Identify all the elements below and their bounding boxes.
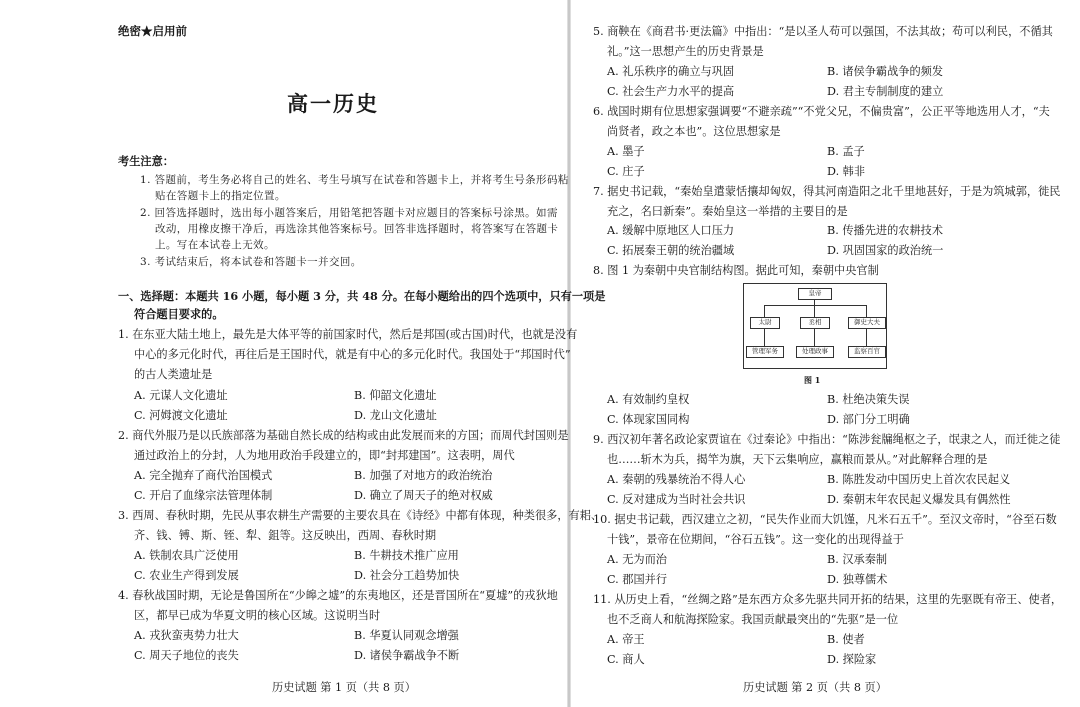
q11-option-b: B. 使者 (827, 633, 865, 646)
notice-line: 贴在答题卡上的指定位置。 (155, 190, 286, 202)
chart-connector (866, 328, 867, 346)
q6-option-b: B. 孟子 (827, 145, 865, 158)
q3-option-a: A. 铁制农具广泛使用 (134, 549, 239, 562)
exam-title: 高一历史 (287, 91, 379, 116)
question-9-text: 也……斩木为兵，揭竿为旗，天下云集响应，赢粮而景从。”对此解释合理的是 (607, 453, 988, 466)
question-6-text: 6. 战国时期有位思想家强调要“不避亲疏”“不党父兄，不偏贵富”，公正平等地选用人才，“夫 (593, 105, 1050, 118)
left-page (118, 0, 606, 707)
chart-leaf-politics: 处理政事 (796, 346, 834, 358)
chart-leaf-supervision: 监察百官 (848, 346, 886, 358)
q2-option-d: D. 确立了周天子的绝对权威 (354, 489, 493, 502)
question-8-text: 8. 图 1 为秦朝中央官制结构图。据此可知，秦朝中央官制 (593, 264, 879, 277)
chart-connector (764, 328, 765, 346)
chart-connector (814, 328, 815, 346)
question-10-text: 10. 据史书记载，西汉建立之初，“民失作业而大饥馑，凡米石五千”。至汉文帝时，“谷至石数 (593, 513, 1057, 526)
q8-option-d: D. 部门分工明确 (827, 413, 910, 426)
q3-option-b: B. 牛耕技术推广应用 (354, 549, 459, 562)
q7-option-b: B. 传播先进的农耕技术 (827, 224, 944, 237)
chart-node-emperor: 皇帝 (798, 288, 832, 300)
q6-option-c: C. 庄子 (607, 165, 645, 178)
question-1-text: 1. 在东亚大陆土地上，最先是大体平等的前国家时代，然后是邦国(或古国)时代，也就是没有 (118, 328, 578, 341)
notice-line: 2. 回答选择题时，选出每小题答案后，用铅笔把答题卡对应题目的答案标号涂黑。如需 (140, 207, 558, 219)
q11-option-a: A. 帝王 (607, 633, 645, 646)
question-3-text: 齐、钱、镈、斯、铚、犁、鉏等。这反映出，西周、春秋时期 (134, 529, 437, 542)
notice-line: 上。写在本试卷上无效。 (155, 239, 275, 251)
q1-option-d: D. 龙山文化遗址 (354, 409, 437, 422)
question-2-text: 通过政治上的分封，人为地用政治手段建立的，即“封邦建国”。这表明，周代 (134, 449, 515, 462)
question-11-text: 11. 从历史上看，“丝绸之路”是东西方众多先驱共同开拓的结果，这里的先驱既有帝王、使者， (593, 593, 1063, 606)
chart-leaf-military: 管理军务 (746, 346, 784, 358)
q11-option-d: D. 探险家 (827, 653, 877, 666)
chart-connector (866, 305, 867, 317)
question-7-text: 充之，名曰新秦”。秦始皇这一举措的主要目的是 (607, 205, 848, 218)
notice-line: 改动，用橡皮擦干净后，再选涂其他答案标号。回答非选择题时，将答案写在答题卡 (155, 223, 559, 235)
page-footer: 历史试题 第 2 页（共 8 页） (743, 681, 887, 694)
q9-option-d: D. 秦朝末年农民起义爆发具有偶然性 (827, 493, 1011, 506)
chart-node-taiwei: 太尉 (750, 317, 780, 329)
question-2-text: 2. 商代外服乃是以氏族部落为基础自然长成的结构或由此发展而来的方国；而周代封国则是 (118, 429, 569, 442)
q10-option-d: D. 独尊儒术 (827, 573, 888, 586)
question-7-text: 7. 据史书记载，“秦始皇遣蒙恬攘却匈奴，得其河南造阳之北千里地甚好，于是为筑城郭，徙民 (593, 185, 1061, 198)
q4-option-a: A. 戎狄蛮夷势力壮大 (134, 629, 239, 642)
question-11-text: 也不乏商人和航海探险家。我国贡献最突出的“先驱”是一位 (607, 613, 899, 626)
q4-option-b: B. 华夏认同观念增强 (354, 629, 459, 642)
q6-option-a: A. 墨子 (607, 145, 645, 158)
chart-connector (814, 305, 815, 317)
question-5-text: 5. 商鞅在《商君书·更法篇》中指出：“是以圣人苟可以强国，不法其故；苟可以利民，不循其 (593, 25, 1053, 38)
right-page (593, 0, 1063, 707)
q2-option-b: B. 加强了对地方的政治统治 (354, 469, 493, 482)
q1-option-a: A. 元谋人文化遗址 (134, 389, 228, 402)
q3-option-c: C. 农业生产得到发展 (134, 569, 239, 582)
section-heading: 一、选择题：本题共 16 小题，每小题 3 分，共 48 分。在每小题给出的四个选项中，只有一项是 (118, 289, 606, 303)
question-6-text: 尚贤者，政之本也”。这位思想家是 (607, 125, 781, 138)
q1-option-c: C. 河姆渡文化遗址 (134, 409, 228, 422)
q7-option-d: D. 巩固国家的政治统一 (827, 244, 944, 257)
q10-option-a: A. 无为而治 (607, 553, 667, 566)
notice-heading: 考生注意： (118, 154, 174, 168)
org-chart (743, 283, 887, 369)
q4-option-c: C. 周天子地位的丧失 (134, 649, 239, 662)
q5-option-a: A. 礼乐秩序的确立与巩固 (607, 65, 735, 78)
question-1-text: 中心的多元化时代，再往后是王国时代，就是有中心的多元化时代。我国处于“邦国时代” (134, 348, 571, 361)
q2-option-a: A. 完全抛弃了商代治国模式 (134, 469, 273, 482)
notice-line: 3. 考试结束后，将本试卷和答题卡一并交回。 (140, 256, 362, 268)
q5-option-c: C. 社会生产力水平的提高 (607, 85, 735, 98)
q6-option-d: D. 韩非 (827, 165, 866, 178)
question-5-text: 礼。”这一思想产生的历史背景是 (607, 45, 764, 58)
figure-caption: 图 1 (804, 375, 821, 385)
question-9-text: 9. 西汉初年著名政论家贾谊在《过秦论》中指出：“陈涉瓮牖绳枢之子，氓隶之人，而迁徙之徒 (593, 433, 1061, 446)
secret-label: 绝密★启用前 (118, 24, 187, 38)
q10-option-b: B. 汉承秦制 (827, 553, 888, 566)
question-4-text: 区，都早已成为华夏文明的核心区域。这说明当时 (134, 609, 381, 622)
q8-option-a: A. 有效制约皇权 (607, 393, 690, 406)
q9-option-a: A. 秦朝的残暴统治不得人心 (607, 473, 746, 486)
page-footer: 历史试题 第 1 页（共 8 页） (272, 681, 416, 694)
q9-option-b: B. 陈胜发动中国历史上首次农民起义 (827, 473, 1011, 486)
chart-connector (764, 305, 866, 306)
q4-option-d: D. 诸侯争霸战争不断 (354, 649, 460, 662)
q8-option-c: C. 体现家国同构 (607, 413, 690, 426)
q8-option-b: B. 杜绝决策失误 (827, 393, 910, 406)
question-10-text: 十钱”，景帝在位期间，“谷石五钱”。这一变化的出现得益于 (607, 533, 904, 546)
question-1-text: 的古人类遗址是 (134, 368, 213, 381)
notice-line: 1. 答题前，考生务必将自己的姓名、考生号填写在试卷和答题卡上，并将考生号条形码粘 (140, 174, 569, 186)
chart-connector (764, 305, 765, 317)
q5-option-b: B. 诸侯争霸战争的频发 (827, 65, 944, 78)
q9-option-c: C. 反对建成为当时社会共识 (607, 493, 746, 506)
q7-option-c: C. 拓展秦王朝的统治疆域 (607, 244, 735, 257)
q7-option-a: A. 缓解中原地区人口压力 (607, 224, 735, 237)
q3-option-d: D. 社会分工趋势加快 (354, 569, 460, 582)
q10-option-c: C. 郡国并行 (607, 573, 668, 586)
chart-node-chengxiang: 丞相 (800, 317, 830, 329)
question-4-text: 4. 春秋战国时期，无论是鲁国所在“少皞之墟”的东夷地区，还是晋国所在“夏墟”的戎狄地 (118, 589, 558, 602)
q11-option-c: C. 商人 (607, 653, 645, 666)
chart-node-yushidafu: 御史大夫 (848, 317, 886, 329)
q2-option-c: C. 开启了血缘宗法管理体制 (134, 489, 273, 502)
q1-option-b: B. 仰韶文化遗址 (354, 389, 437, 402)
q5-option-d: D. 君主专制制度的建立 (827, 85, 944, 98)
question-3-text: 3. 西周、春秋时期，先民从事农耕生产需要的主要农具在《诗经》中都有体现，种类很多，有耜、 (118, 509, 603, 522)
section-heading-cont: 符合题目要求的。 (134, 307, 224, 321)
